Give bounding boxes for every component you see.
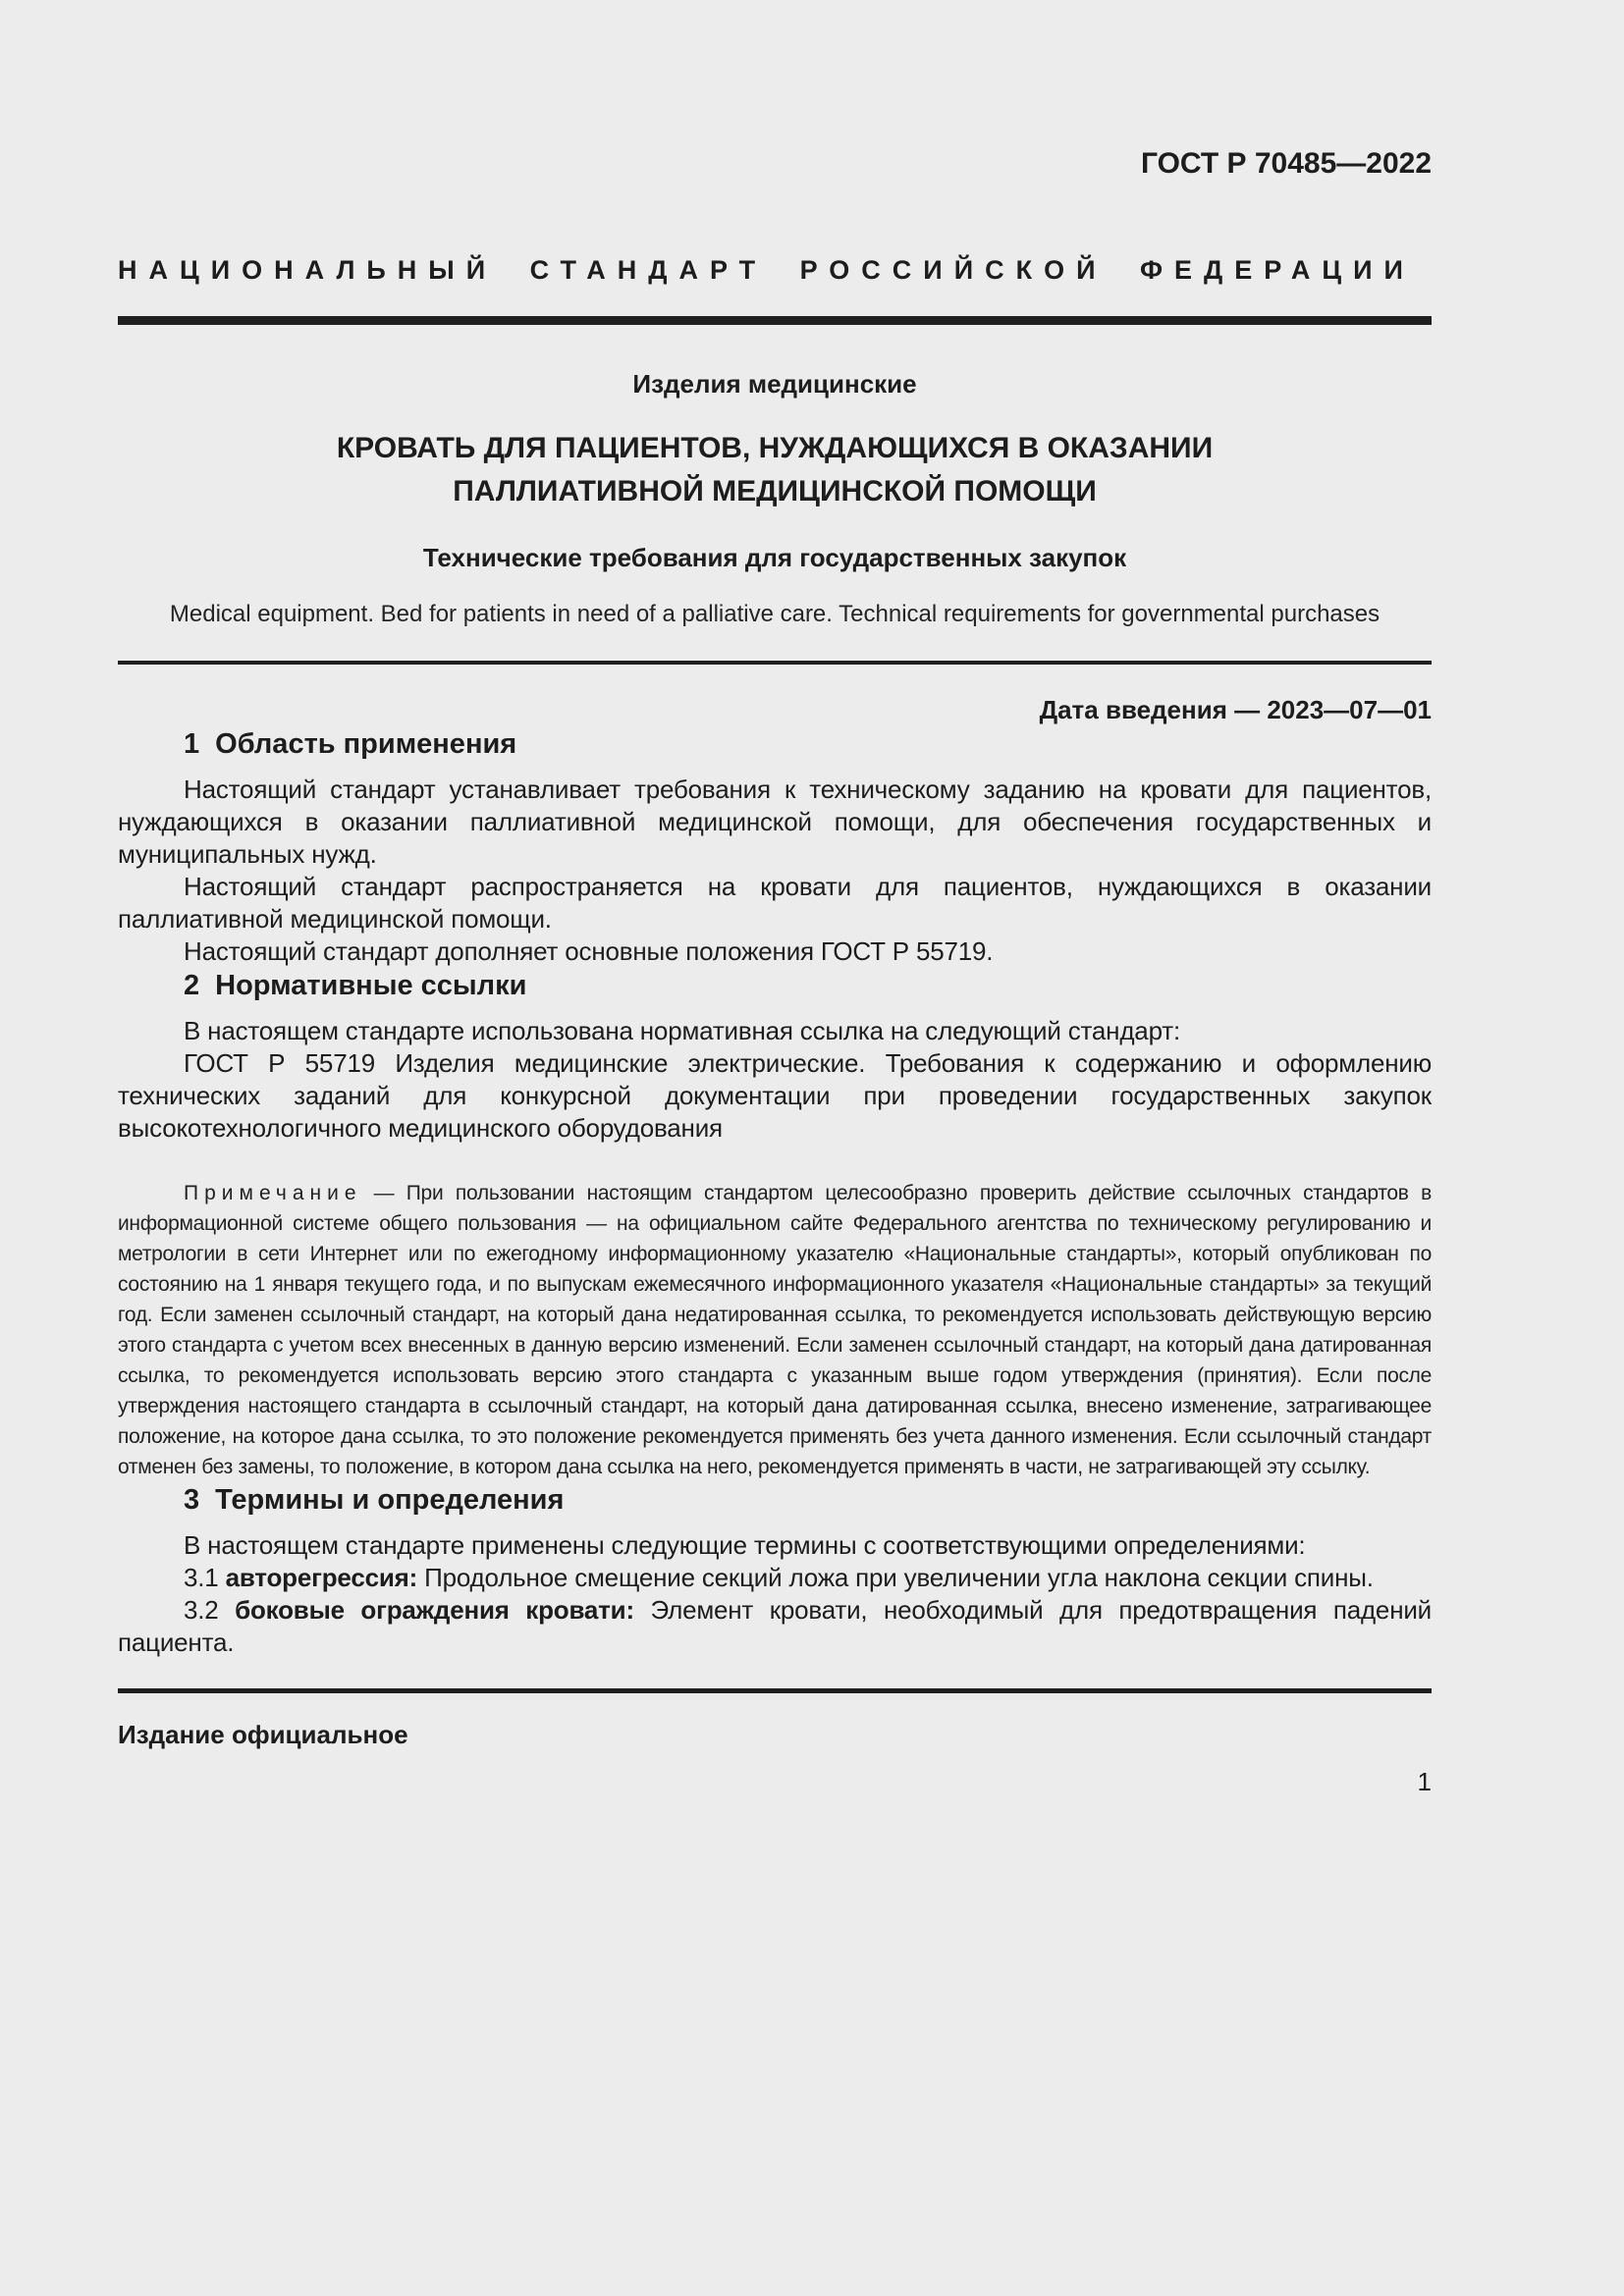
main-title-line2: ПАЛЛИАТИВНОЙ МЕДИЦИНСКОЙ ПОМОЩИ: [453, 475, 1097, 507]
effective-date: Дата введения — 2023—07—01: [1039, 695, 1432, 724]
divider-thin: [118, 661, 1432, 665]
divider-thick: [118, 316, 1432, 325]
term-item: [118, 1594, 1432, 1659]
term-name: боковые ограждения кровати:: [235, 1595, 634, 1625]
term-definition: Элемент кровати, необходимый для предотвращения падений пациента.: [118, 1595, 1432, 1657]
section-3-heading: [118, 1482, 1432, 1518]
note-text: — При пользовании настоящим стандартом целесообразно проверить действие ссылочных стандартов в информационной системе общего пользования — на официальном сайте Федерального агентства по техническому регулированию и метрологии в сети Интернет или по ежегодному информационному указателю «Национальные стандарты», который опубликован по состоянию на 1 января текущего года, и по выпускам ежемесячного информационного указателя «Национальные стандарты» за текущий год. Если заменен ссылочный стандарт, на который дана недатированная ссылка, то рекомендуется использовать действующую версию этого стандарта с учетом всех внесенных в данную версию изменений. Если заменен ссылочный стандарт, на который дана датированная ссылка, то рекомендуется использовать версию этого стандарта с указанным выше годом утверждения (принятия). Если после утверждения настоящего стандарта в ссылочный стандарт, на который дана датированная ссылка, внесено изменение, затрагивающее положение, на которое дана ссылка, то это положение рекомендуется применять без учета данного изменения. Если ссылочный стандарт отменен без замены, то положение, в котором дана ссылка на него, рекомендуется применять в части, не затрагивающей эту ссылку.: [118, 1182, 1432, 1478]
document-subtitle: Технические требования для государственных закупок: [422, 543, 1127, 572]
section-1-title: Область применения: [215, 728, 517, 760]
subject-title: Изделия медицинские: [632, 369, 917, 399]
note-paragraph: [118, 1178, 1432, 1482]
paragraph: Настоящий стандарт распространяется на кровати для пациентов, нуждающихся в оказании паллиативной медицинской помощи.: [118, 872, 1432, 934]
section-3-number: 3: [184, 1484, 200, 1516]
term-definition: Продольное смещение секций ложа при увеличении угла наклона секции спины.: [424, 1563, 1374, 1592]
section-2-number: 2: [184, 970, 200, 1001]
title-english: Medical equipment. Bed for patients in need of a palliative care. Technical requirements for governmental purchases: [169, 601, 1380, 627]
term-number: 3.1: [184, 1563, 219, 1592]
main-title-line1: КРОВАТЬ ДЛЯ ПАЦИЕНТОВ, НУЖДАЮЩИХСЯ В ОКАЗАНИИ: [336, 432, 1214, 464]
section-3-body: [118, 1529, 1432, 1659]
section-2-title: Нормативные ссылки: [215, 970, 527, 1001]
paragraph: Настоящий стандарт устанавливает требования к техническому заданию на кровати для пациентов, нуждающихся в оказании паллиативной медицинской помощи, для обеспечения государственных и муниципальных нужд.: [118, 774, 1432, 869]
paragraph: ГОСТ Р 55719 Изделия медицинские электрические. Требования к содержанию и оформлению технических заданий для конкурсной документации при проведении государственных закупок высокотехнологичного медицинского оборудования: [118, 1048, 1432, 1143]
edition-note: Издание официальное: [118, 1720, 408, 1749]
page-number: 1: [1417, 1767, 1432, 1796]
paragraph: В настоящем стандарте применены следующие термины с соответствующими определениями:: [184, 1530, 1306, 1560]
paragraph: В настоящем стандарте использована нормативная ссылка на следующий стандарт:: [184, 1016, 1180, 1045]
doc-number: ГОСТ Р 70485—2022: [1140, 147, 1432, 180]
main-title: [118, 427, 1432, 513]
note-label: Примечание: [184, 1182, 362, 1204]
section-1-heading: [118, 726, 1432, 762]
paragraph: Настоящий стандарт дополняет основные положения ГОСТ Р 55719.: [184, 936, 994, 966]
section-3-title: Термины и определения: [215, 1484, 565, 1516]
section-1-number: 1: [184, 728, 200, 760]
term-number: 3.2: [184, 1595, 219, 1625]
standard-banner: НАЦИОНАЛЬНЫЙ СТАНДАРТ РОССИЙСКОЙ ФЕДЕРАЦИИ: [118, 255, 1415, 285]
section-1-body: [118, 774, 1432, 968]
term-item: [118, 1562, 1432, 1594]
section-2-heading: [118, 968, 1432, 1003]
term-name: авторегрессия:: [225, 1563, 418, 1592]
section-2-body: [118, 1015, 1432, 1482]
divider-footer: [118, 1688, 1432, 1693]
